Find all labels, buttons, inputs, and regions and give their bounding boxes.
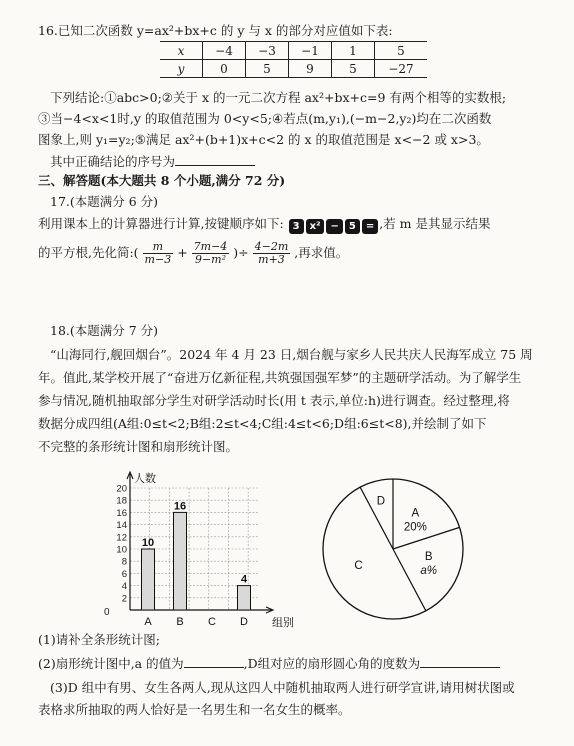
table-cell: 5 [246, 60, 289, 78]
q17-line2 [38, 238, 348, 268]
data-label: 10 [141, 537, 155, 549]
q17-text-b: ,若 m 是其显示结果 [379, 216, 491, 231]
q18-sub2-text-b: ,D组对应的扇形圆心角的度数为 [243, 656, 421, 671]
q16-conclusions-1: 下列结论:①abc>0;②关于 x 的一元二次方程 ax²+bx+c=9 有两个相等的实数根; [50, 90, 507, 105]
x-tick-label: B [176, 616, 184, 628]
pie-label-d: D [376, 495, 386, 508]
q16-value-table [160, 41, 427, 78]
y-tick-label: 20 [116, 483, 127, 495]
q16-prompt-text: 其中正确结论的序号为 [50, 154, 176, 169]
q16-conclusions-2: ③当−4<x<1时,y 的取值范围为 0<y<5;④若点(m,y₁),(−m−2,y₂)均在二次函数 [38, 111, 492, 126]
calc-key: = [362, 219, 378, 234]
q16-conclusions-3: 图象上,则 y₁=y₂;⑤满足 ax²+(b+1)x+c<2 的 x 的取值范围是 x<−2 或 x>3。 [38, 132, 489, 147]
section-heading: 三、解答题(本大题共 8 个小题,满分 72 分) [38, 173, 286, 188]
table-cell: −1 [289, 42, 332, 60]
y-tick-label: 14 [116, 520, 127, 532]
answer-blank[interactable] [184, 655, 244, 668]
table-cell: 1 [332, 42, 375, 60]
x-tick-label: A [144, 616, 152, 628]
y-tick-label: 12 [116, 532, 127, 544]
calculator-keys [288, 216, 380, 234]
q17-text-c: 的平方根,先化简:( [38, 245, 139, 260]
x-axis-title: 组别 [272, 617, 294, 629]
q18-para: “山海同行,舰回烟台”。2024 年 4 月 23 日,烟台舰与家乡人民共庆人民海军成立 75 周 [50, 347, 533, 362]
table-cell: 5 [375, 42, 428, 60]
y-tick-label: 4 [121, 581, 127, 593]
q17-title: 17.(本题满分 6 分) [50, 194, 159, 209]
y-tick-label: 18 [116, 495, 127, 507]
q18-sub3: (3)D 组中有男、女生各两人,现从这四人中随机抽取两人进行研学宣讲,请用树状图或 [50, 680, 515, 695]
bar-b [174, 512, 187, 610]
q17-text-a: 利用课本上的计算器进行计算,按键顺序如下: [38, 216, 284, 231]
fraction: $\frac{7m-4}{\text{9−m²}}$ [193, 240, 228, 266]
q17-line1 [38, 215, 491, 234]
fraction: $\frac{m}{m-3}$ [144, 240, 172, 266]
answer-blank[interactable] [175, 153, 255, 166]
y-tick-label: 16 [116, 507, 127, 519]
x-tick-label: C [208, 616, 216, 628]
bar-a [142, 549, 155, 610]
pie-chart [318, 474, 468, 624]
calc-key: x² [306, 219, 325, 234]
bar-d [238, 586, 251, 610]
data-label: 16 [173, 500, 187, 513]
chart-labels [104, 471, 294, 629]
q18-para: 年。值此,某学校开展了“奋进万亿新征程,共筑强国强军梦”的主题研学活动。为了解学生 [38, 370, 522, 385]
q17-text-d: ,再求值。 [294, 245, 349, 260]
y-tick-label: 8 [121, 556, 127, 568]
calc-key: 5 [345, 219, 360, 234]
x-tick-label: D [240, 616, 248, 628]
pie-label-c: C [354, 560, 363, 573]
plus-sign: + [177, 245, 188, 260]
q18-title: 18.(本题满分 7 分) [50, 323, 159, 338]
y-axis-title: 人数 [134, 473, 156, 485]
y-tick-label: 2 [121, 593, 127, 605]
origin-label: 0 [104, 607, 110, 618]
answer-blank[interactable] [420, 655, 500, 668]
pie-label-a: A [411, 507, 420, 520]
row-label: x [160, 42, 203, 60]
q18-para: 数据分成四组(A组:0≤t<2;B组:2≤t<4;C组:4≤t<6;D组:6≤t<8),并绘制了如下 [38, 416, 487, 431]
q18-sub2-text-a: (2)扇形统计图中,a 的值为 [38, 656, 184, 671]
calc-key: − [326, 219, 342, 234]
table-row [160, 60, 427, 78]
table-row [160, 42, 427, 60]
q18-sub2 [38, 655, 500, 673]
fraction: $\frac{4-2m}{m+3}$ [254, 240, 289, 266]
table-cell: −27 [375, 60, 428, 78]
y-tick-label: 6 [121, 568, 127, 580]
table-cell: 0 [203, 60, 246, 78]
bar-series [142, 512, 251, 610]
pie-value-a: 20% [403, 521, 427, 534]
table-cell: 5 [332, 60, 375, 78]
q16-prompt [50, 153, 255, 171]
q18-sub1: (1)请补全条形统计图; [38, 632, 160, 647]
table-cell: 9 [289, 60, 332, 78]
row-label: y [160, 60, 203, 78]
pie-value-b: a% [420, 564, 438, 577]
q18-para: 参与情况,随机抽取部分学生对研学活动时长(用 t 表示,单位:h)进行调查。经过整理,将 [38, 393, 510, 408]
q18-sub3-cont: 表格求所抽取的两人恰好是一名男生和一名女生的概率。 [38, 702, 351, 717]
calc-key: 3 [289, 219, 304, 234]
table-cell: −4 [203, 42, 246, 60]
divide-sign: )÷ [233, 245, 249, 260]
pie-label-b: B [424, 550, 433, 563]
y-tick-label: 10 [116, 544, 127, 556]
table-cell: −3 [246, 42, 289, 60]
q18-para: 不完整的条形统计图和扇形统计图。 [38, 439, 239, 454]
bar-chart [100, 468, 294, 629]
pie-series [323, 479, 463, 619]
q16-intro: 16.已知二次函数 y=ax²+bx+c 的 y 与 x 的部分对应值如下表: [38, 23, 393, 38]
data-label: 4 [240, 573, 248, 586]
